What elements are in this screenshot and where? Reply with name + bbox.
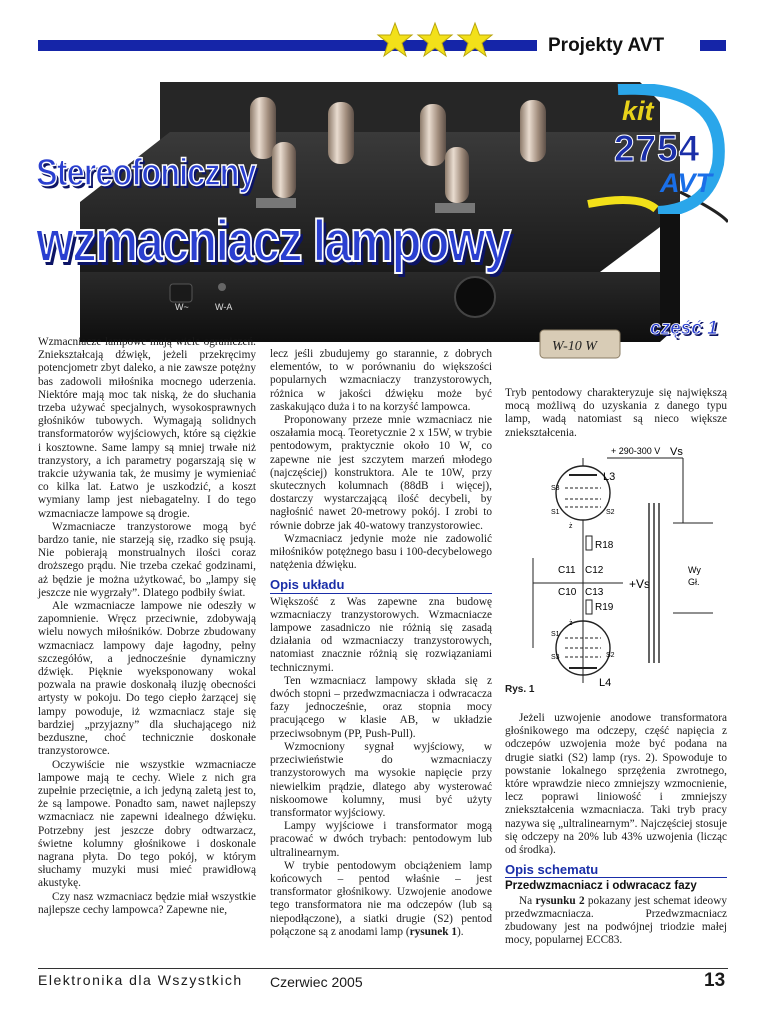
- paragraph: lecz jeśli zbudujemy go starannie, z dobrych elementów, to w porównaniu do większości popularnych wzmacniaczy tranzystorowych, różnica w jakości dźwięku może być zaskakująco duża i to na korzyść lampowca.: [270, 348, 492, 413]
- paragraph: Jeżeli uzwojenie anodowe transformatora głośnikowego ma odczepy, część napięcia z odczepów uzwojenia może być podana na drugie siatki (S2) lamp (rys. 2). Spowoduje to powstanie lokalnego sprzężenia zwrotnego, które wprawdzie nieco zmniejszy wzmocnienie, lecz poprawi liniowość i zmniejszy zniekształcenia wzmacniacza. Taki tryb pracy nazywa się „ultralinearnym”. Najczęściej stosuje się odczepy na 20% lub 43% uzwojenia (licząc od środka).: [505, 712, 727, 857]
- column-1: [38, 336, 256, 917]
- s1-label: S1: [551, 631, 560, 638]
- c10-label: C10: [558, 587, 577, 598]
- kit-number: 2754: [614, 128, 701, 169]
- title-line2: wzmacniacz lampowy: [36, 209, 510, 274]
- paragraph: Ten wzmacniacz lampowy składa się z dwóch stopni – przedwzmacniacza i odwracacza fazy jednocześnie, oraz stopnia mocy pracującego w klasie AB, w układzie przeciwsobnym (PP, Push-Pull).: [270, 674, 492, 740]
- paragraph: [270, 860, 492, 939]
- figure-caption: Rys. 1: [505, 684, 535, 695]
- section-heading: Opis schematu: [505, 863, 727, 878]
- c12-label: C12: [585, 565, 604, 576]
- r18-label: R18: [595, 540, 614, 551]
- subsection-heading: Przedwzmacniacz i odwracacz fazy: [505, 880, 697, 893]
- s3-label: S3: [551, 485, 560, 492]
- paragraph: Wzmacniacz jedynie może nie zadowolić miłośników potężnego basu i 100-decybelowego natężenia dźwięku.: [270, 532, 492, 572]
- paragraph: Czy nasz wzmacniacz będzie miał wszystkie najlepsze cechy lampowca? Zapewne nie,: [38, 890, 256, 916]
- s3-label: S3: [551, 654, 560, 661]
- text-run: Na: [519, 894, 536, 907]
- paragraph: Oczywiście nie wszystkie wzmacniacze lampowe mają te cechy. Wiele z nich gra zupełnie przeciętnie, a ich jedyną zaletą jest to, że są lampowe. Ponadto sam, nawet najlepszy wzmacniacz nie zapewni idealnego dźwięku. Potrzebny jest jeszcze dobry odtwarzacz, świetne kolumny głośnikowe i doskonale nagrana płyta. Do tego pokój, w którym słuchamy muzyki musi mieć prawidłową akustykę.: [38, 758, 256, 890]
- speaker-label: Gł.: [688, 577, 700, 587]
- part-label: część 1: [650, 318, 718, 339]
- paragraph: [505, 895, 727, 948]
- issue-date: Czerwiec 2005: [270, 974, 363, 990]
- model-plate: W-10 W: [552, 339, 597, 354]
- plusvs-label: +Vs: [629, 577, 651, 591]
- paragraph: Lampy wyjściowe i transformator mogą pracować w dwóch trybach: pentodowym lub ultralinearnym.: [270, 820, 492, 859]
- vs-label: Vs: [670, 446, 683, 458]
- paragraph: Większość z Was zapewne zna budowę wzmacniaczy tranzystorowych. Wzmacniacze lampowe zasadniczo nie różnią się zasadą działania od wzmacniaczy tranzystorowych, natomiast znacznie różnią się rozwiązaniami technicznymi.: [270, 595, 492, 674]
- title-line1: Stereofoniczny: [36, 152, 256, 194]
- text-run: pokazany jest schemat ideowy przedwzmacniacza. Przedwzmacniacz zbudowany jest na podwójnej triodzie małej mocy, popularnej ECC83.: [505, 894, 728, 947]
- magazine-name: Elektronika dla Wszystkich: [38, 972, 243, 988]
- figure-ref: rysunek 1: [409, 925, 457, 938]
- section-heading: Opis układu: [270, 578, 492, 593]
- s2-label: S2: [606, 509, 615, 516]
- footer-rule: [38, 968, 728, 969]
- l3-label: L3: [603, 471, 616, 483]
- kit-word: kit: [622, 96, 654, 126]
- l4-label: L4: [599, 677, 612, 689]
- text-run: ).: [457, 925, 464, 938]
- paragraph: Wzmacniacze tranzystorowe mogą być bardzo tanie, nie starzeją się, rzadko się psują. Nie pobierają monstrualnych ilości coraz droższego prądu. Nie trzeba czekać godzinami, aż będzie je można użytkować, bo „lampy się jeszcze nie wygrzały”. Dlatego podbiły świat.: [38, 520, 256, 599]
- paragraph: Tryb pentodowy charakteryzuje się największą mocą możliwą do uzyskania z danego typu lamp, wadą natomiast są nieco większe zniekształcenia.: [505, 387, 727, 439]
- text-run: W trybie pentodowym obciążeniem lamp końcowych – pentod właśnie – jest transformator głośnikowy. Uzwojenie anodowe tego transformatora nie ma odczepów (lub są niepodłączone), a siatki drugie (S2) pentod połączone są z anodami lamp (: [270, 859, 492, 938]
- paragraph: Wzmocniony sygnał wyjściowy, w przeciwieństwie do wzmacniaczy tranzystorowych ma wysokie napięcie przy niewielkim prądzie, dlatego aby wysterować niskoomowe kolumny, musi być użyty transformator wyjściowy.: [270, 740, 492, 819]
- paragraph: Ale wzmacniacze lampowe nie odeszły w zapomnienie. Wręcz przeciwnie, zdobywają wielu nowych miłośników. Dobrze zbudowany wzmacniacz lampowy daje łagodny, pełny szczegółów, a jednocześnie dynamiczny dźwięk. Pięknie wyeksponowany wokal pozwala na prawie doskonałą iluzję obecności artysty w pokoju. Do tego ciepło żarzącej się lampy powoduje, iż wzmacniacz staje się bardziej „przyjazny” dla słuchającego niż bezduszne, choć technicznie doskonałe tranzystorowce.: [38, 600, 256, 758]
- column-2: [270, 348, 492, 939]
- header-bar-right: [700, 40, 726, 51]
- schematic-figure: [503, 443, 728, 695]
- page-number: 13: [704, 970, 726, 991]
- c13-label: C13: [585, 587, 604, 598]
- column-3-bottom: [505, 712, 727, 947]
- paragraph: Wzmacniacze lampowe mają wiele ograniczeń. Zniekształcają dźwięk, jeżeli przekręcimy potencjometr zbyt daleko, a nie zawsze potężny bas zadowoli miłośnika mocnego uderzenia. Niektóre mają moc tak niską, że do słuchania trzeba używać specjalnych, wysokosprawnych głośników tubowych. Wymagają solidnych transformatorów wyjściowych, które są ciężkie i kosztowne. Same lampy są mniej trwałe niż tranzystory, a ich parametry pogarszają się w trakcie używania tak, że musimy je wymieniać co kilka lat. Łatwo je uszkodzić, a koszt wymiany lamp jest niebagatelny. I do tego wzmacniacze lampowe są drogie.: [38, 336, 256, 520]
- s2-label: S2: [606, 652, 615, 659]
- r19-label: R19: [595, 602, 614, 613]
- output-label: Wy: [688, 565, 701, 575]
- label-w: W~: [175, 302, 189, 312]
- supply-label: + 290-300 V: [611, 446, 661, 456]
- label-wa: W-A: [215, 302, 233, 312]
- heater-label: ż: [569, 620, 573, 627]
- kit-brand: AVT: [660, 168, 712, 198]
- c11-label: C11: [558, 565, 576, 576]
- stars-icon: [375, 20, 495, 60]
- figure-ref: rysunku 2: [535, 894, 585, 907]
- s1-label: S1: [551, 509, 560, 516]
- paragraph: Proponowany przeze mnie wzmacniacz nie oszałamia mocą. Teoretycznie 2 x 15W, w trybie pentodowym, praktycznie około 10 W, co zapewne nie jest szczytem marzeń młodego (najczęściej) konstruktora. Ale te 10W, przy skutecznych kolumnach (88dB i więcej), dostarczy wystarczającą ilość decybeli, by nagłośnić nawet 20-metrowy pokój. I zrobi to równie dobrze jak 40-watowy tranzystorowiec.: [270, 414, 492, 532]
- heater-label: ż: [569, 523, 573, 530]
- section-title: Projekty AVT: [548, 35, 665, 56]
- column-3-top: [505, 387, 727, 440]
